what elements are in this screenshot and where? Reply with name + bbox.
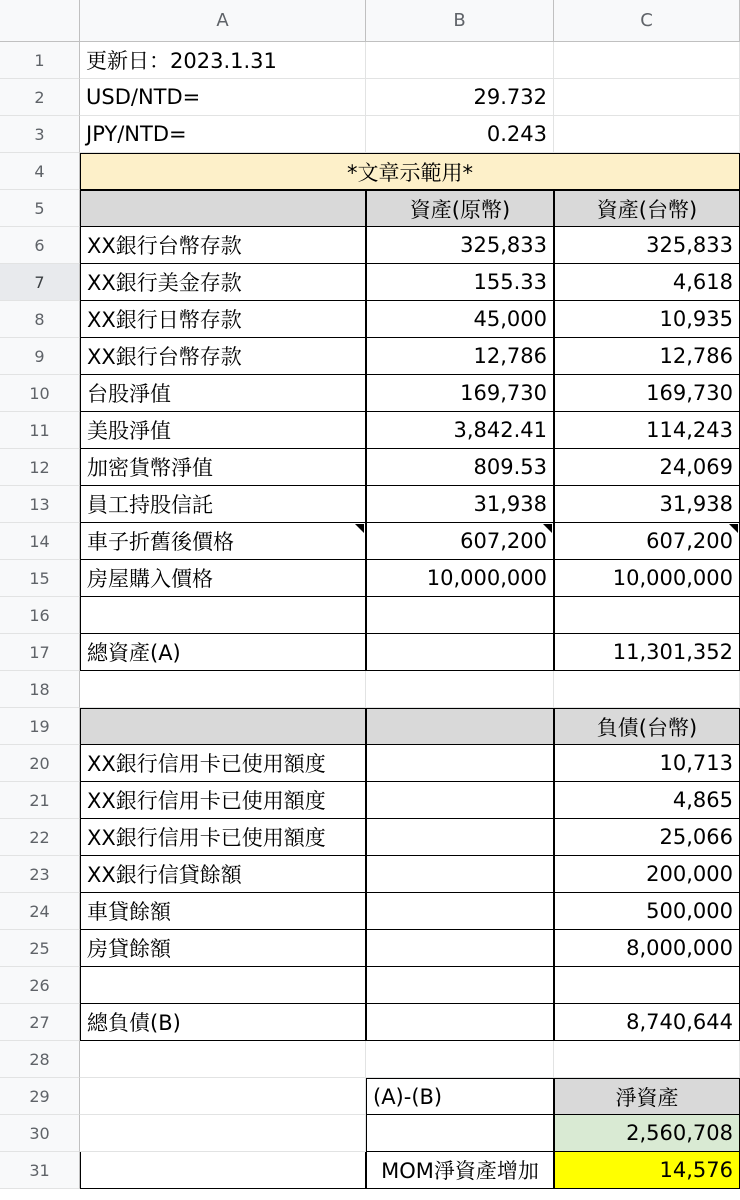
- cell-a-25[interactable]: 房貸餘額: [80, 930, 366, 967]
- cell-b-27[interactable]: [366, 1004, 554, 1041]
- cell-c-1[interactable]: [554, 42, 740, 79]
- cell-a-29[interactable]: [80, 1078, 366, 1115]
- cell-c-9[interactable]: 12,786: [554, 338, 740, 375]
- row-header[interactable]: 8: [0, 301, 80, 338]
- cell-b-17[interactable]: [366, 634, 554, 671]
- row-header[interactable]: 16: [0, 597, 80, 634]
- cell-b-9[interactable]: 12,786: [366, 338, 554, 375]
- cell-a-6[interactable]: XX銀行台幣存款: [80, 227, 366, 264]
- note-indicator-icon[interactable]: [543, 524, 552, 533]
- cell-c-8[interactable]: 10,935: [554, 301, 740, 338]
- cell-a-1[interactable]: 更新日：2023.1.31: [80, 42, 366, 79]
- row-header[interactable]: 14: [0, 523, 80, 560]
- row-header[interactable]: 24: [0, 893, 80, 930]
- cell-c-31[interactable]: 14,576: [554, 1152, 740, 1189]
- cell-b-18[interactable]: [366, 671, 554, 708]
- cell-a-27[interactable]: 總負債(B): [80, 1004, 366, 1041]
- cell-c-17[interactable]: 11,301,352: [554, 634, 740, 671]
- row-header[interactable]: 1: [0, 42, 80, 79]
- cell-a-23[interactable]: XX銀行信貸餘額: [80, 856, 366, 893]
- cell-a-21[interactable]: XX銀行信用卡已使用額度: [80, 782, 366, 819]
- cell-a-14[interactable]: 車子折舊後價格: [80, 523, 366, 560]
- cell-b-30[interactable]: [366, 1115, 554, 1152]
- cell-a-28[interactable]: [80, 1041, 366, 1078]
- row-header[interactable]: 23: [0, 856, 80, 893]
- row-header[interactable]: 10: [0, 375, 80, 412]
- cell-a-2[interactable]: USD/NTD=: [80, 79, 366, 116]
- cell-a-12[interactable]: 加密貨幣淨值: [80, 449, 366, 486]
- row-header[interactable]: 3: [0, 116, 80, 153]
- cell-b-15[interactable]: 10,000,000: [366, 560, 554, 597]
- cell-c-5[interactable]: 資產(台幣): [554, 190, 740, 227]
- cell-c-29[interactable]: 淨資產: [554, 1078, 740, 1115]
- cell-c-3[interactable]: [554, 116, 740, 153]
- row-header[interactable]: 19: [0, 708, 80, 745]
- row-header[interactable]: 21: [0, 782, 80, 819]
- cell-b-8[interactable]: 45,000: [366, 301, 554, 338]
- cell-b-25[interactable]: [366, 930, 554, 967]
- cell-a-3[interactable]: JPY/NTD=: [80, 116, 366, 153]
- cell-b-19[interactable]: [366, 708, 554, 745]
- row-header[interactable]: 15: [0, 560, 80, 597]
- row-header[interactable]: 29: [0, 1078, 80, 1115]
- row-header[interactable]: 9: [0, 338, 80, 375]
- cell-a-26[interactable]: [80, 967, 366, 1004]
- banner-cell[interactable]: *文章示範用*: [80, 153, 740, 190]
- cell-b-2[interactable]: 29.732: [366, 79, 554, 116]
- cell-b-16[interactable]: [366, 597, 554, 634]
- row-header[interactable]: 17: [0, 634, 80, 671]
- row-header[interactable]: 13: [0, 486, 80, 523]
- cell-c-2[interactable]: [554, 79, 740, 116]
- row-header[interactable]: 20: [0, 745, 80, 782]
- cell-c-16[interactable]: [554, 597, 740, 634]
- row-header[interactable]: 28: [0, 1041, 80, 1078]
- cell-a-18[interactable]: [80, 671, 366, 708]
- cell-a-30[interactable]: [80, 1115, 366, 1152]
- cell-b-31[interactable]: MOM淨資產增加: [366, 1152, 554, 1189]
- cell-c-25[interactable]: 8,000,000: [554, 930, 740, 967]
- cell-b-20[interactable]: [366, 745, 554, 782]
- cell-a-20[interactable]: XX銀行信用卡已使用額度: [80, 745, 366, 782]
- cell-c-11[interactable]: 114,243: [554, 412, 740, 449]
- cell-c-28[interactable]: [554, 1041, 740, 1078]
- cell-b-14[interactable]: 607,200: [366, 523, 554, 560]
- cell-a-5[interactable]: [80, 190, 366, 227]
- cell-a-16[interactable]: [80, 597, 366, 634]
- row-header[interactable]: 18: [0, 671, 80, 708]
- cell-c-10[interactable]: 169,730: [554, 375, 740, 412]
- row-header[interactable]: 5: [0, 190, 80, 227]
- row-header[interactable]: 6: [0, 227, 80, 264]
- cell-c-24[interactable]: 500,000: [554, 893, 740, 930]
- row-header[interactable]: 27: [0, 1004, 80, 1041]
- cell-a-31[interactable]: [80, 1152, 366, 1189]
- cell-a-15[interactable]: 房屋購入價格: [80, 560, 366, 597]
- cell-b-1[interactable]: [366, 42, 554, 79]
- row-header[interactable]: 22: [0, 819, 80, 856]
- cell-b-24[interactable]: [366, 893, 554, 930]
- cell-c-15[interactable]: 10,000,000: [554, 560, 740, 597]
- cell-a-19[interactable]: [80, 708, 366, 745]
- row-header[interactable]: 11: [0, 412, 80, 449]
- row-header[interactable]: 26: [0, 967, 80, 1004]
- cell-a-7[interactable]: XX銀行美金存款: [80, 264, 366, 301]
- column-header-b[interactable]: B: [366, 0, 554, 42]
- column-header-a[interactable]: A: [80, 0, 366, 42]
- cell-b-13[interactable]: 31,938: [366, 486, 554, 523]
- column-header-c[interactable]: C: [554, 0, 740, 42]
- cell-c-20[interactable]: 10,713: [554, 745, 740, 782]
- cell-b-7[interactable]: 155.33: [366, 264, 554, 301]
- row-header[interactable]: 2: [0, 79, 80, 116]
- cell-c-26[interactable]: [554, 967, 740, 1004]
- note-indicator-icon[interactable]: [729, 524, 738, 533]
- row-header[interactable]: 25: [0, 930, 80, 967]
- cell-c-6[interactable]: 325,833: [554, 227, 740, 264]
- row-header[interactable]: 30: [0, 1115, 80, 1152]
- cell-c-19[interactable]: 負債(台幣): [554, 708, 740, 745]
- cell-a-13[interactable]: 員工持股信託: [80, 486, 366, 523]
- cell-c-13[interactable]: 31,938: [554, 486, 740, 523]
- cell-b-28[interactable]: [366, 1041, 554, 1078]
- cell-c-23[interactable]: 200,000: [554, 856, 740, 893]
- cell-a-9[interactable]: XX銀行台幣存款: [80, 338, 366, 375]
- cell-b-23[interactable]: [366, 856, 554, 893]
- cell-a-8[interactable]: XX銀行日幣存款: [80, 301, 366, 338]
- cell-b-10[interactable]: 169,730: [366, 375, 554, 412]
- cell-c-7[interactable]: 4,618: [554, 264, 740, 301]
- row-header[interactable]: 12: [0, 449, 80, 486]
- cell-b-21[interactable]: [366, 782, 554, 819]
- cell-c-27[interactable]: 8,740,644: [554, 1004, 740, 1041]
- cell-c-30[interactable]: 2,560,708: [554, 1115, 740, 1152]
- cell-c-14[interactable]: 607,200: [554, 523, 740, 560]
- row-header[interactable]: 4: [0, 153, 80, 190]
- cell-a-17[interactable]: 總資產(A): [80, 634, 366, 671]
- cell-b-5[interactable]: 資產(原幣): [366, 190, 554, 227]
- cell-b-6[interactable]: 325,833: [366, 227, 554, 264]
- row-header[interactable]: 31: [0, 1152, 80, 1189]
- cell-a-11[interactable]: 美股淨值: [80, 412, 366, 449]
- cell-b-3[interactable]: 0.243: [366, 116, 554, 153]
- cell-a-24[interactable]: 車貸餘額: [80, 893, 366, 930]
- cell-a-10[interactable]: 台股淨值: [80, 375, 366, 412]
- cell-b-22[interactable]: [366, 819, 554, 856]
- cell-b-12[interactable]: 809.53: [366, 449, 554, 486]
- cell-c-12[interactable]: 24,069: [554, 449, 740, 486]
- cell-c-22[interactable]: 25,066: [554, 819, 740, 856]
- cell-b-26[interactable]: [366, 967, 554, 1004]
- select-all-corner[interactable]: [0, 0, 80, 42]
- cell-c-21[interactable]: 4,865: [554, 782, 740, 819]
- cell-a-22[interactable]: XX銀行信用卡已使用額度: [80, 819, 366, 856]
- cell-b-11[interactable]: 3,842.41: [366, 412, 554, 449]
- cell-b-29[interactable]: (A)-(B): [366, 1078, 554, 1115]
- note-indicator-icon[interactable]: [355, 524, 364, 533]
- cell-c-18[interactable]: [554, 671, 740, 708]
- row-header[interactable]: 7: [0, 264, 80, 301]
